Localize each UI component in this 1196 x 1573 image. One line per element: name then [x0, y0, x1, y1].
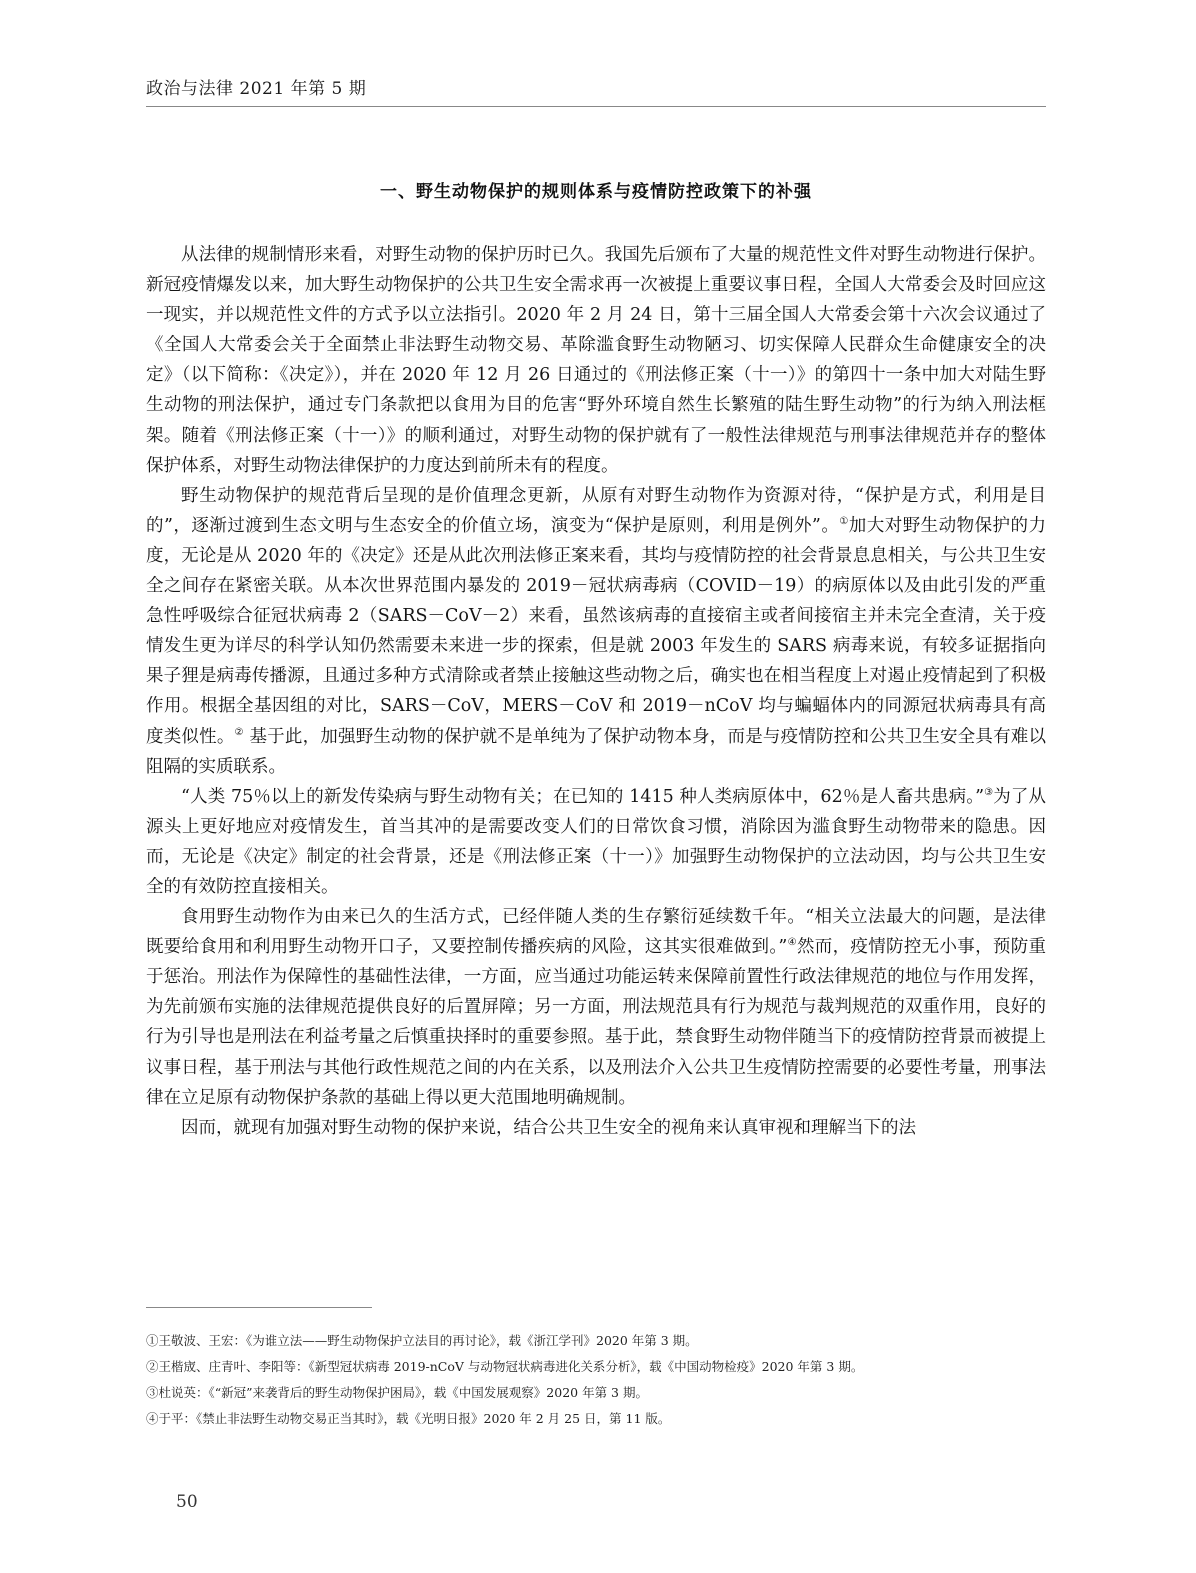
- footnote-ref-4[interactable]: ④: [787, 937, 797, 949]
- footnote-ref-3[interactable]: ③: [984, 786, 994, 798]
- paragraph-text: 为了从源头上更好地应对疫情发生，首当其冲的是需要改变人们的日常饮食习惯，消除因为滥食野生动物带来的隐患。因而，无论是《决定》制定的社会背景，还是《刑法修正案（十一）》加强野生动物保护的立法动因，均与公共卫生安全的有效防控直接相关。: [146, 786, 1046, 897]
- paragraph-text: 食用野生动物作为由来已久的生活方式，已经伴随人类的生存繁衍延续数千年。“相关立法最大的问题，是法律既要给食用和利用野生动物开口子，又要控制传播疾病的风险，这其实很难做到。”: [146, 907, 1046, 958]
- paragraph-text: 因而，就现有加强对野生动物的保护来说，结合公共卫生安全的视角来认真审视和理解当下的法: [181, 1117, 916, 1138]
- paragraph-text: 基于此，加强野生动物的保护就不是单纯为了保护动物本身，而是与疫情防控和公共卫生安全具有难以阻隔的实质联系。: [146, 726, 1046, 777]
- paragraph-5: [146, 1113, 1046, 1143]
- paragraph-text: “人类 75％以上的新发传染病与野生动物有关；在已知的 1415 种人类病原体中，62％是人畜共患病。”: [181, 786, 985, 807]
- section-title: 一、野生动物保护的规则体系与疫情防控政策下的补强: [380, 182, 812, 202]
- paragraph-2: [146, 481, 1046, 782]
- header-rule: [146, 106, 1046, 107]
- running-head: 政治与法律 2021 年第 5 期: [146, 79, 367, 99]
- paragraph-text: 然而，疫情防控无小事，预防重于惩治。刑法作为保障性的基础性法律，一方面，应当通过功能运转来保障前置性行政法律规范的地位与作用发挥，为先前颁布实施的法律规范提供良好的后置屏障；另一方面，刑法规范具有行为规范与裁判规范的双重作用，良好的行为引导也是刑法在利益考量之后慎重抉择时的重要参照。基于此，禁食野生动物伴随当下的疫情防控背景而被提上议事日程，基于刑法与其他行政性规范之间的内在关系，以及刑法介入公共卫生疫情防控需要的必要性考量，刑事法律在立足原有动物保护条款的基础上得以更大范围地明确规制。: [146, 937, 1047, 1108]
- footnote-rule: [146, 1307, 372, 1308]
- footnotes: [146, 1328, 1046, 1432]
- footnote-3: ③杜说英：《“新冠”来袭背后的野生动物保护困局》，载《中国发展观察》2020 年第 3 期。: [146, 1385, 648, 1400]
- paragraph-3: [146, 782, 1046, 902]
- footnote-2: ②王楷宬、庄青叶、李阳等：《新型冠状病毒 2019-nCoV 与动物冠状病毒进化关系分析》，载《中国动物检疫》2020 年第 3 期。: [146, 1359, 864, 1374]
- footnote-1: ①王敬波、王宏：《为谁立法——野生动物保护立法目的再讨论》，载《浙江学刊》2020 年第 3 期。: [146, 1333, 698, 1348]
- paragraph-text: 从法律的规制情形来看，对野生动物的保护历时已久。我国先后颁布了大量的规范性文件对野生动物进行保护。新冠疫情爆发以来，加大野生动物保护的公共卫生安全需求再一次被提上重要议事日程，全国人大常委会及时回应这一现实，并以规范性文件的方式予以立法指引。2020 年 2 月 24 日，第十三届全国人大常委会第十六次会议通过了《全国人大常委会关于全面禁止非法野生动物交易、革除滥食野生动物陋习、切实保障人民群众生命健康安全的决定》（以下简称：《决定》），并在 2020 年 12 月 26 日通过的《刑法修正案（十一）》的第四十一条中加大对陆生野生动物的刑法保护，通过专门条款把以食用为目的危害“野外环境自然生长繁殖的陆生野生动物”的行为纳入刑法框架。随着《刑法修正案（十一）》的顺利通过，对野生动物的保护就有了一般性法律规范与刑事法律规范并存的整体保护体系，对野生动物法律保护的力度达到前所未有的程度。: [146, 245, 1046, 476]
- footnote-4: ④于平：《禁止非法野生动物交易正当其时》，载《光明日报》2020 年 2 月 25 日，第 11 版。: [146, 1411, 671, 1426]
- footnote-ref-1[interactable]: ①: [839, 516, 849, 528]
- paragraph-4: [146, 902, 1046, 1113]
- paragraph-1: [146, 240, 1046, 481]
- body-text: [146, 240, 1046, 1143]
- footnote-ref-2[interactable]: ②: [234, 726, 244, 738]
- paragraph-text: 加大对野生动物保护的力度，无论是从 2020 年的《决定》还是从此次刑法修正案来看，其均与疫情防控的社会背景息息相关，与公共卫生安全之间存在紧密关联。从本次世界范围内暴发的 2019－冠状病毒病（COVID－19）的病原体以及由此引发的严重急性呼吸综合征冠状病毒 2（SARS－CoV－2）来看，虽然该病毒的直接宿主或者间接宿主并未完全查清，关于疫情发生更为详尽的科学认知仍然需要未来进一步的探索，但是就 2003 年发生的 SARS 病毒来说，有较多证据指向果子狸是病毒传播源，且通过多种方式清除或者禁止接触这些动物之后，确实也在相当程度上对遏止疫情起到了积极作用。根据全基因组的对比，SARS－CoV，MERS－CoV 和 2019－nCoV 均与蝙蝠体内的同源冠状病毒具有高度类似性。: [146, 515, 1047, 747]
- paragraph-text: 野生动物保护的规范背后呈现的是价值理念更新，从原有对野生动物作为资源对待，“保护是方式，利用是目的”，逐渐过渡到生态文明与生态安全的价值立场，演变为“保护是原则，利用是例外”。: [146, 485, 1046, 536]
- page-number: 50: [176, 1492, 198, 1512]
